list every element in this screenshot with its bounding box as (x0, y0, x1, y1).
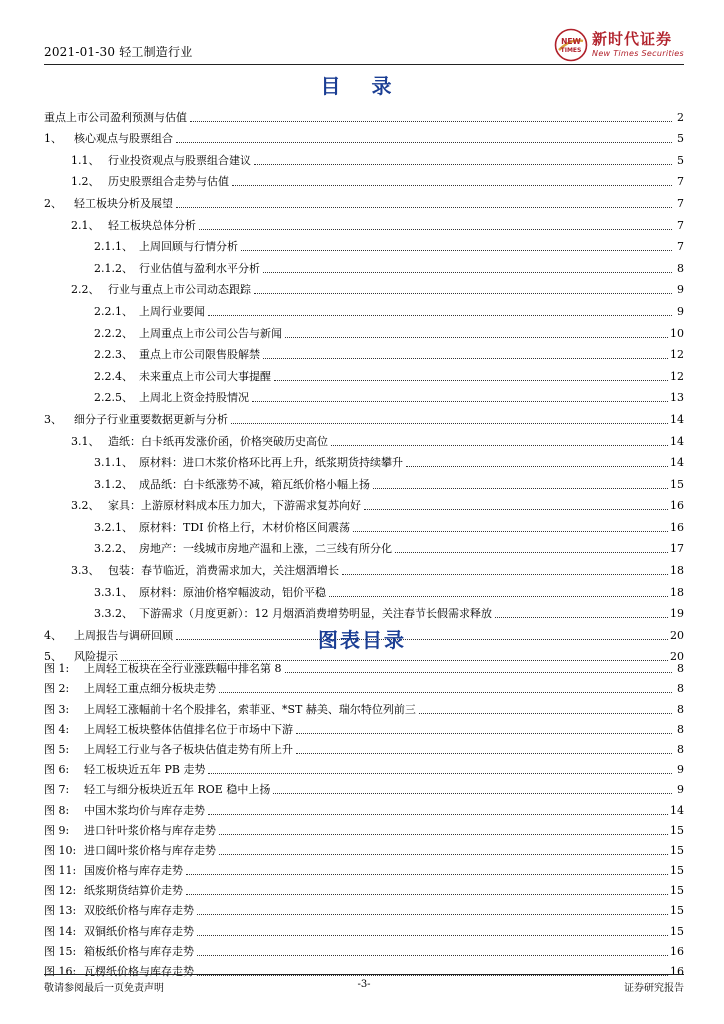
toc-entry[interactable] (44, 384, 684, 406)
figure-entry[interactable] (44, 939, 684, 959)
toc-entry-number: 2.2.2、 (94, 326, 133, 340)
figure-entry[interactable] (44, 838, 684, 858)
toc-entry-page: 18 (670, 564, 684, 578)
logo-mark-bottom: TIMES (560, 47, 582, 54)
dot-leader (208, 315, 672, 316)
toc-entry[interactable] (44, 362, 684, 384)
figure-entry-page: 15 (670, 904, 684, 918)
toc-entry-title: 上周重点上市公司公告与新闻 (139, 326, 282, 340)
toc-entry-page: 5 (677, 132, 684, 146)
toc-entry-page: 16 (670, 499, 684, 513)
toc-entry-page: 14 (670, 412, 684, 426)
toc-entry[interactable] (44, 168, 684, 190)
dot-leader (274, 380, 668, 381)
toc-entry-title: 风险提示 (74, 650, 118, 664)
dot-leader (331, 445, 668, 446)
toc-entry[interactable] (44, 211, 684, 233)
figure-entry[interactable] (44, 696, 684, 716)
figure-entry[interactable] (44, 676, 684, 696)
figure-entry-title: 双铜纸价格与库存走势 (84, 924, 194, 938)
toc-entry-number: 1.1、 (71, 153, 100, 167)
toc-entry-number: 3.2.1、 (94, 520, 133, 534)
dot-leader (254, 164, 672, 165)
logo-english-name: New Times Securities (592, 49, 684, 58)
toc-entry-title: 上周北上资金持股情况 (139, 391, 249, 405)
toc-entry-number: 3.1、 (71, 434, 100, 448)
figure-entry[interactable] (44, 858, 684, 878)
toc-entry[interactable] (44, 578, 684, 600)
toc-entry-number: 2.2.4、 (94, 369, 133, 383)
page-number: -3- (357, 979, 371, 990)
dot-leader (263, 358, 668, 359)
toc-entry-page: 9 (677, 304, 684, 318)
toc-entry-number: 2.1.1、 (94, 240, 133, 254)
figure-entry-title: 上周轻工行业与各子板块估值走势有所上升 (84, 742, 293, 756)
figure-entry-number: 图 8: (44, 803, 70, 817)
toc-entry-number: 5、 (44, 650, 62, 664)
toc-entry-number: 1、 (44, 132, 62, 146)
dot-leader (208, 814, 668, 815)
toc-entry-page: 9 (677, 283, 684, 297)
footer-report-type: 证券研究报告 (624, 983, 684, 994)
toc-entry-title: 家具：上游原材料成本压力加大，下游需求复苏向好 (108, 499, 361, 513)
figure-entry-number: 图 11: (44, 864, 77, 878)
toc-entry-page: 19 (670, 607, 684, 621)
figure-entry-number: 图 13: (44, 904, 77, 918)
figure-entry-page: 8 (677, 682, 684, 696)
toc-entry-title: 下游需求（月度更新）：12 月烟酒消费增势明显，关注春节长假需求释放 (139, 607, 492, 621)
toc-entry-number: 2.2.1、 (94, 304, 133, 318)
toc-entry[interactable] (44, 556, 684, 578)
toc-entry-number: 4、 (44, 628, 62, 642)
toc-entry-page: 7 (677, 196, 684, 210)
figure-entry[interactable] (44, 717, 684, 737)
figure-entry-title: 轻工板块近五年 PB 走势 (84, 763, 206, 777)
dot-leader (395, 552, 668, 553)
toc-entry-number: 3.3.2、 (94, 607, 133, 621)
new-times-logo-icon (554, 28, 588, 62)
toc-entry[interactable] (44, 146, 684, 168)
toc-entry-number: 2.2.5、 (94, 391, 133, 405)
dot-leader (190, 121, 672, 122)
figure-entry-number: 图 9: (44, 823, 70, 837)
toc-entry-title: 上周行业要闻 (139, 304, 205, 318)
figure-entry[interactable] (44, 898, 684, 918)
dot-leader (232, 185, 672, 186)
toc-entry-title: 行业投资观点与股票组合建议 (108, 153, 251, 167)
toc-entry-number: 3.2、 (71, 499, 100, 513)
toc-entry[interactable] (44, 254, 684, 276)
figure-entry[interactable] (44, 818, 684, 838)
toc-title: 目 录 (320, 74, 404, 98)
toc-entry-title: 包装：春节临近，消费需求加大，关注烟酒增长 (108, 564, 339, 578)
toc-entry[interactable] (44, 405, 684, 427)
figure-entry-number: 图 5: (44, 742, 70, 756)
toc-entry[interactable] (44, 125, 684, 147)
figure-entry-title: 进口阔叶浆价格与库存走势 (84, 843, 216, 857)
figure-entry-title: 进口针叶浆价格与库存走势 (84, 823, 216, 837)
dot-leader (208, 773, 672, 774)
dot-leader (263, 272, 672, 273)
figure-entry-number: 图 4: (44, 722, 70, 736)
figure-entry[interactable] (44, 737, 684, 757)
toc-entry-page: 7 (677, 240, 684, 254)
dot-leader (419, 713, 672, 714)
toc-entry[interactable] (44, 470, 684, 492)
toc-entry-number: 3.1.2、 (94, 477, 133, 491)
toc-entry[interactable] (44, 427, 684, 449)
figure-entry-title: 上周轻工涨幅前十名个股排名，索菲亚、*ST 赫美、瑞尔特位列前三 (84, 702, 416, 716)
figure-entry-number: 图 16: (44, 965, 77, 978)
toc-entry-title: 历史股票组合走势与估值 (108, 175, 229, 189)
dot-leader (199, 229, 672, 230)
figure-entry-title: 中国木浆均价与库存走势 (84, 803, 205, 817)
toc-entry-title: 房地产：一线城市房地产温和上涨，二三线有所分化 (139, 542, 392, 556)
toc-entry-title: 行业估值与盈利水平分析 (139, 261, 260, 275)
page-footer (44, 974, 684, 993)
figure-entry-title: 轻工与细分板块近五年 ROE 稳中上扬 (84, 783, 271, 797)
dot-leader (197, 935, 668, 936)
figure-entry-number: 图 2: (44, 682, 70, 696)
toc-entry-page: 16 (670, 520, 684, 534)
toc-entry-title: 未来重点上市公司大事提醒 (139, 369, 271, 383)
logo-chinese-name: 新时代证券 (592, 30, 673, 48)
figure-entry[interactable] (44, 777, 684, 797)
toc-entry-title: 细分子行业重要数据更新与分析 (74, 412, 228, 426)
dot-leader (296, 733, 672, 734)
figure-entry-page: 9 (677, 783, 684, 797)
toc-entry-page: 13 (670, 391, 684, 405)
dot-leader (285, 672, 673, 673)
dot-leader (406, 466, 668, 467)
toc-entry-title: 原材料：TDI 价格上行，木材价格区间震荡 (139, 520, 350, 534)
toc-entry-title: 重点上市公司盈利预测与估值 (44, 110, 187, 124)
toc-entry-title: 上周回顾与行情分析 (139, 240, 238, 254)
brand-logo (554, 28, 684, 62)
figure-entry[interactable] (44, 918, 684, 938)
figure-entry[interactable] (44, 757, 684, 777)
dot-leader (176, 142, 672, 143)
toc-entry[interactable] (44, 189, 684, 211)
figure-entry-page: 16 (670, 944, 684, 958)
toc-entry-page: 10 (670, 326, 684, 340)
figure-entry-page: 8 (677, 722, 684, 736)
toc-entry[interactable] (44, 319, 684, 341)
figure-entry-number: 图 1: (44, 662, 70, 676)
toc-entry-page: 5 (677, 153, 684, 167)
table-of-contents (44, 103, 684, 664)
page-header (44, 28, 684, 65)
figure-entry-number: 图 14: (44, 924, 77, 938)
toc-entry[interactable] (44, 492, 684, 514)
toc-entry-number: 1.2、 (71, 175, 100, 189)
toc-entry-number: 3.1.1、 (94, 456, 133, 470)
toc-entry-number: 3.2.2、 (94, 542, 133, 556)
dot-leader (176, 207, 672, 208)
figure-entry-page: 8 (677, 702, 684, 716)
toc-entry-page: 14 (670, 434, 684, 448)
dot-leader (373, 488, 668, 489)
figure-entry-title: 箱板纸价格与库存走势 (84, 944, 194, 958)
figure-entry-page: 15 (670, 823, 684, 837)
toc-entry[interactable] (44, 513, 684, 535)
dot-leader (296, 753, 672, 754)
toc-entry-page: 12 (670, 369, 684, 383)
figure-entry-page: 15 (670, 843, 684, 857)
dot-leader (285, 337, 668, 338)
figure-entry[interactable] (44, 656, 684, 676)
toc-entry-number: 3.3、 (71, 564, 100, 578)
toc-entry-page: 14 (670, 456, 684, 470)
toc-entry-title: 重点上市公司限售股解禁 (139, 348, 260, 362)
toc-entry-page: 20 (670, 650, 684, 664)
figure-entry-title: 纸浆期货结算价走势 (84, 884, 183, 898)
list-of-figures-title: 图表目录 (318, 628, 406, 652)
toc-entry[interactable] (44, 233, 684, 255)
toc-entry[interactable] (44, 341, 684, 363)
figure-entry-number: 图 12: (44, 884, 77, 898)
figure-entry-page: 9 (677, 763, 684, 777)
dot-leader (329, 596, 668, 597)
toc-entry-title: 原材料：原油价格窄幅波动，铝价平稳 (139, 585, 326, 599)
dot-leader (186, 874, 668, 875)
figure-entry-title: 上周轻工板块在全行业涨跌幅中排名第 8 (84, 662, 282, 676)
toc-entry[interactable] (44, 276, 684, 298)
toc-entry-page: 7 (677, 218, 684, 232)
figure-entry-page: 8 (677, 742, 684, 756)
figure-entry-title: 瓦楞纸价格与库存走势 (84, 965, 194, 978)
toc-entry-page: 2 (677, 110, 684, 124)
toc-entry-number: 3、 (44, 412, 62, 426)
figure-entry-number: 图 15: (44, 944, 77, 958)
toc-entry-title: 上周报告与调研回顾 (74, 628, 173, 642)
dot-leader (219, 834, 668, 835)
dot-leader (353, 531, 668, 532)
list-of-figures (44, 656, 684, 979)
figure-entry-number: 图 10: (44, 843, 77, 857)
dot-leader (241, 250, 672, 251)
toc-entry-number: 2.1、 (71, 218, 100, 232)
toc-entry[interactable] (44, 600, 684, 622)
dot-leader (186, 894, 668, 895)
dot-leader (342, 574, 668, 575)
figure-entry[interactable] (44, 878, 684, 898)
toc-entry-page: 18 (670, 585, 684, 599)
toc-entry-number: 2.2、 (71, 283, 100, 297)
figure-entry-title: 上周轻工重点细分板块走势 (84, 682, 216, 696)
dot-leader (219, 692, 672, 693)
toc-entry-page: 7 (677, 175, 684, 189)
toc-entry-page: 17 (670, 542, 684, 556)
dot-leader (364, 509, 668, 510)
logo-mark-top: NEW (561, 37, 581, 46)
figure-entry-page: 14 (670, 803, 684, 817)
toc-entry-page: 20 (670, 628, 684, 642)
dot-leader (254, 293, 672, 294)
figure-entry-page: 15 (670, 864, 684, 878)
header-date-industry: 2021-01-30 轻工制造行业 (44, 45, 193, 59)
toc-entry-title: 造纸：白卡纸再发涨价函，价格突破历史高位 (108, 434, 328, 448)
dot-leader (273, 793, 672, 794)
dot-leader (495, 617, 668, 618)
toc-entry-title: 原材料：进口木浆价格环比再上升，纸浆期货持续攀升 (139, 456, 403, 470)
toc-entry-title: 轻工板块总体分析 (108, 218, 196, 232)
toc-entry-page: 15 (670, 477, 684, 491)
toc-entry-title: 成品纸：白卡纸涨势不减，箱瓦纸价格小幅上扬 (139, 477, 370, 491)
dot-leader (252, 401, 668, 402)
figure-entry-title: 上周轻工板块整体估值排名位于市场中下游 (84, 722, 293, 736)
figure-entry-number: 图 6: (44, 763, 70, 777)
figure-entry-number: 图 7: (44, 783, 70, 797)
figure-entry-page: 15 (670, 884, 684, 898)
figure-entry-page: 16 (670, 965, 684, 978)
figure-entry[interactable] (44, 797, 684, 817)
toc-entry-page: 12 (670, 348, 684, 362)
toc-entry[interactable] (44, 103, 684, 125)
footer-disclaimer: 敬请参阅最后一页免责声明 (44, 983, 164, 994)
toc-entry-number: 3.3.1、 (94, 585, 133, 599)
figure-entry-title: 双胶纸价格与库存走势 (84, 904, 194, 918)
figure-entry-title: 国废价格与库存走势 (84, 864, 183, 878)
toc-entry[interactable] (44, 297, 684, 319)
figure-entry-page: 15 (670, 924, 684, 938)
figure-entry-number: 图 3: (44, 702, 70, 716)
dot-leader (231, 423, 668, 424)
toc-entry-number: 2.2.3、 (94, 348, 133, 362)
toc-entry-title: 核心观点与股票组合 (74, 132, 173, 146)
toc-entry[interactable] (44, 449, 684, 471)
toc-entry-title: 轻工板块分析及展望 (74, 196, 173, 210)
toc-entry[interactable] (44, 535, 684, 557)
dot-leader (219, 854, 668, 855)
toc-entry-page: 8 (677, 261, 684, 275)
toc-entry-number: 2.1.2、 (94, 261, 133, 275)
dot-leader (197, 955, 668, 956)
toc-entry-title: 行业与重点上市公司动态跟踪 (108, 283, 251, 297)
figure-entry-page: 8 (677, 662, 684, 676)
dot-leader (197, 914, 668, 915)
toc-entry-number: 2、 (44, 196, 62, 210)
